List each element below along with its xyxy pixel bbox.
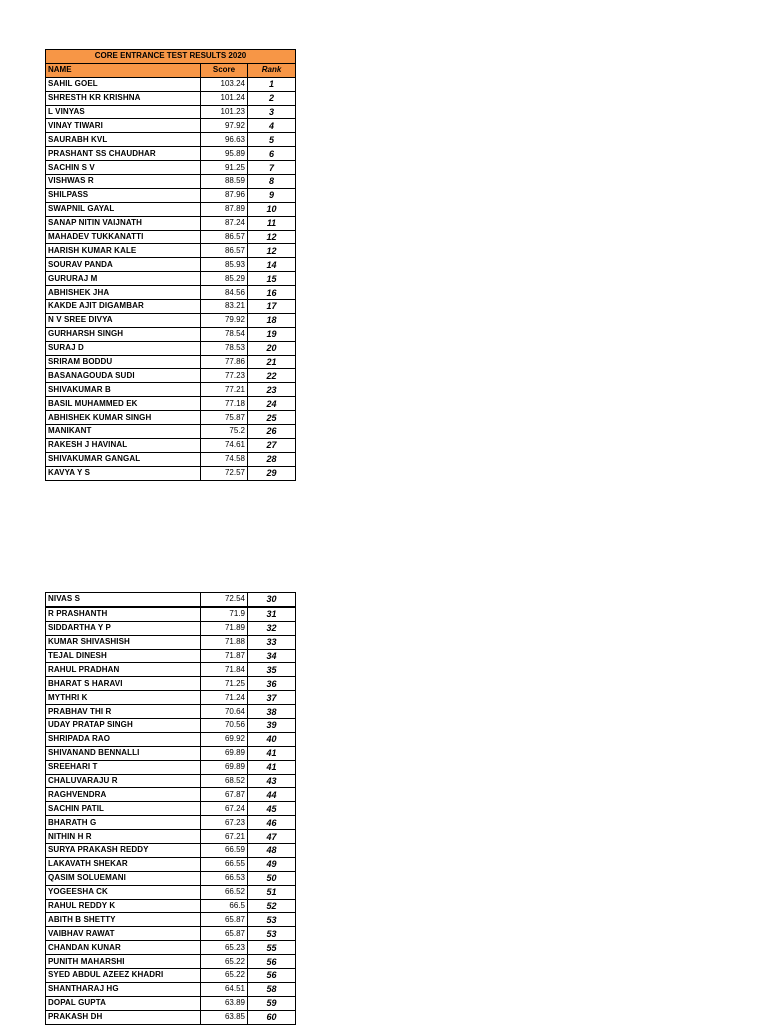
candidate-name: SACHIN PATIL	[46, 802, 201, 816]
table-row	[46, 286, 296, 300]
candidate-score: 67.23	[201, 816, 248, 830]
candidate-rank: 51	[248, 885, 296, 899]
candidate-score: 74.58	[201, 452, 248, 466]
candidate-name: VINAY TIWARI	[46, 119, 201, 133]
candidate-name: SRIRAM BODDU	[46, 355, 201, 369]
candidate-rank: 12	[248, 230, 296, 244]
candidate-rank: 2	[248, 91, 296, 105]
candidate-score: 65.22	[201, 969, 248, 983]
candidate-score: 87.96	[201, 188, 248, 202]
candidate-rank: 19	[248, 327, 296, 341]
table-row	[46, 230, 296, 244]
candidate-score: 67.24	[201, 802, 248, 816]
table-row	[46, 244, 296, 258]
candidate-rank: 39	[248, 719, 296, 733]
candidate-score: 97.92	[201, 119, 248, 133]
table-row	[46, 133, 296, 147]
candidate-rank: 53	[248, 913, 296, 927]
candidate-name: BASIL MUHAMMED EK	[46, 397, 201, 411]
candidate-name: SREEHARI T	[46, 760, 201, 774]
candidate-score: 87.24	[201, 216, 248, 230]
column-header-score: Score	[201, 63, 248, 77]
table-row	[46, 941, 296, 955]
candidate-rank: 27	[248, 438, 296, 452]
candidate-rank: 49	[248, 857, 296, 871]
candidate-name: RAHUL REDDY K	[46, 899, 201, 913]
candidate-name: RAGHVENDRA	[46, 788, 201, 802]
candidate-name: VAIBHAV RAWAT	[46, 927, 201, 941]
candidate-score: 74.61	[201, 438, 248, 452]
candidate-name: HARISH KUMAR KALE	[46, 244, 201, 258]
candidate-rank: 12	[248, 244, 296, 258]
candidate-name: SURYA PRAKASH REDDY	[46, 844, 201, 858]
candidate-score: 85.93	[201, 258, 248, 272]
table-row	[46, 621, 296, 635]
column-header-name: NAME	[46, 63, 201, 77]
candidate-name: SYED ABDUL AZEEZ KHADRI	[46, 969, 201, 983]
table-row	[46, 607, 296, 621]
candidate-name: BASANAGOUDA SUDI	[46, 369, 201, 383]
table-row	[46, 202, 296, 216]
candidate-name: PRASHANT SS CHAUDHAR	[46, 147, 201, 161]
table-row	[46, 355, 296, 369]
candidate-name: RAKESH J HAVINAL	[46, 438, 201, 452]
candidate-rank: 60	[248, 1010, 296, 1024]
candidate-name: YOGEESHA CK	[46, 885, 201, 899]
table-row	[46, 161, 296, 175]
candidate-name: SHRIPADA RAO	[46, 732, 201, 746]
table-row	[46, 982, 296, 996]
table-row	[46, 175, 296, 189]
results-table-1	[45, 49, 296, 481]
candidate-rank: 58	[248, 982, 296, 996]
candidate-score: 88.59	[201, 175, 248, 189]
candidate-score: 70.64	[201, 705, 248, 719]
candidate-score: 103.24	[201, 77, 248, 91]
table-row	[46, 927, 296, 941]
candidate-name: KAVYA Y S	[46, 466, 201, 480]
candidate-rank: 1	[248, 77, 296, 91]
table-row	[46, 147, 296, 161]
candidate-rank: 9	[248, 188, 296, 202]
candidate-name: BHARATH G	[46, 816, 201, 830]
candidate-name: PRAKASH DH	[46, 1010, 201, 1024]
table-row	[46, 300, 296, 314]
candidate-rank: 48	[248, 844, 296, 858]
table-row	[46, 313, 296, 327]
candidate-name: ABHISHEK JHA	[46, 286, 201, 300]
table-row	[46, 272, 296, 286]
candidate-rank: 41	[248, 760, 296, 774]
candidate-name: LAKAVATH SHEKAR	[46, 857, 201, 871]
table-row	[46, 677, 296, 691]
candidate-score: 67.21	[201, 830, 248, 844]
candidate-name: SHIVAKUMAR B	[46, 383, 201, 397]
table-row	[46, 411, 296, 425]
table-title: CORE ENTRANCE TEST RESULTS 2020	[46, 50, 296, 64]
candidate-rank: 22	[248, 369, 296, 383]
candidate-name: GURURAJ M	[46, 272, 201, 286]
table-row	[46, 452, 296, 466]
candidate-score: 85.29	[201, 272, 248, 286]
candidate-name: BHARAT S HARAVI	[46, 677, 201, 691]
table-row	[46, 397, 296, 411]
results-body-1	[46, 77, 296, 480]
candidate-name: SHANTHARAJ HG	[46, 982, 201, 996]
table-row	[46, 913, 296, 927]
candidate-name: ABITH B SHETTY	[46, 913, 201, 927]
candidate-name: GURHARSH SINGH	[46, 327, 201, 341]
title-row	[46, 50, 296, 64]
table-row	[46, 593, 296, 607]
candidate-rank: 11	[248, 216, 296, 230]
candidate-rank: 32	[248, 621, 296, 635]
candidate-name: NIVAS S	[46, 593, 201, 607]
candidate-score: 69.89	[201, 760, 248, 774]
table-row	[46, 719, 296, 733]
candidate-name: SOURAV PANDA	[46, 258, 201, 272]
table-row	[46, 188, 296, 202]
candidate-rank: 40	[248, 732, 296, 746]
candidate-name: DOPAL GUPTA	[46, 996, 201, 1010]
candidate-score: 86.57	[201, 230, 248, 244]
candidate-score: 77.18	[201, 397, 248, 411]
candidate-name: PUNITH MAHARSHI	[46, 955, 201, 969]
candidate-rank: 26	[248, 425, 296, 439]
candidate-rank: 38	[248, 705, 296, 719]
candidate-rank: 20	[248, 341, 296, 355]
candidate-rank: 30	[248, 593, 296, 607]
candidate-rank: 34	[248, 649, 296, 663]
candidate-rank: 4	[248, 119, 296, 133]
candidate-score: 66.53	[201, 871, 248, 885]
candidate-score: 69.92	[201, 732, 248, 746]
table-row	[46, 746, 296, 760]
candidate-score: 71.25	[201, 677, 248, 691]
candidate-score: 77.21	[201, 383, 248, 397]
candidate-rank: 44	[248, 788, 296, 802]
candidate-score: 71.84	[201, 663, 248, 677]
candidate-rank: 37	[248, 691, 296, 705]
candidate-name: QASIM SOLUEMANI	[46, 871, 201, 885]
candidate-score: 78.53	[201, 341, 248, 355]
candidate-name: MAHADEV TUKKANATTI	[46, 230, 201, 244]
table-row	[46, 425, 296, 439]
table-row	[46, 1010, 296, 1024]
table-row	[46, 885, 296, 899]
candidate-score: 75.2	[201, 425, 248, 439]
candidate-rank: 24	[248, 397, 296, 411]
candidate-score: 70.56	[201, 719, 248, 733]
candidate-rank: 18	[248, 313, 296, 327]
candidate-score: 65.87	[201, 913, 248, 927]
candidate-rank: 52	[248, 899, 296, 913]
candidate-rank: 8	[248, 175, 296, 189]
candidate-name: SAURABH KVL	[46, 133, 201, 147]
candidate-name: RAHUL PRADHAN	[46, 663, 201, 677]
candidate-name: TEJAL DINESH	[46, 649, 201, 663]
candidate-rank: 45	[248, 802, 296, 816]
candidate-rank: 15	[248, 272, 296, 286]
candidate-name: SWAPNIL GAYAL	[46, 202, 201, 216]
table-row	[46, 383, 296, 397]
table-row	[46, 691, 296, 705]
table-row	[46, 899, 296, 913]
table-row	[46, 830, 296, 844]
candidate-score: 63.89	[201, 996, 248, 1010]
table-row	[46, 438, 296, 452]
table-row	[46, 663, 296, 677]
candidate-score: 77.23	[201, 369, 248, 383]
candidate-name: R PRASHANTH	[46, 607, 201, 621]
candidate-score: 66.5	[201, 899, 248, 913]
candidate-score: 75.87	[201, 411, 248, 425]
candidate-name: SACHIN S V	[46, 161, 201, 175]
candidate-rank: 7	[248, 161, 296, 175]
table-row	[46, 258, 296, 272]
candidate-rank: 53	[248, 927, 296, 941]
candidate-score: 66.52	[201, 885, 248, 899]
candidate-rank: 5	[248, 133, 296, 147]
candidate-score: 96.63	[201, 133, 248, 147]
candidate-score: 84.56	[201, 286, 248, 300]
candidate-rank: 55	[248, 941, 296, 955]
candidate-score: 71.89	[201, 621, 248, 635]
candidate-score: 66.59	[201, 844, 248, 858]
candidate-rank: 25	[248, 411, 296, 425]
candidate-rank: 6	[248, 147, 296, 161]
candidate-name: PRABHAV THI R	[46, 705, 201, 719]
candidate-score: 66.55	[201, 857, 248, 871]
candidate-score: 65.22	[201, 955, 248, 969]
candidate-score: 71.9	[201, 607, 248, 621]
table-row	[46, 857, 296, 871]
table-row	[46, 119, 296, 133]
table-row	[46, 77, 296, 91]
table-row	[46, 466, 296, 480]
candidate-name: ABHISHEK KUMAR SINGH	[46, 411, 201, 425]
candidate-score: 71.88	[201, 635, 248, 649]
table-row	[46, 816, 296, 830]
candidate-name: SHIVANAND BENNALLI	[46, 746, 201, 760]
candidate-score: 95.89	[201, 147, 248, 161]
candidate-name: SHRESTH KR KRISHNA	[46, 91, 201, 105]
results-body-2	[46, 593, 296, 1025]
candidate-rank: 14	[248, 258, 296, 272]
candidate-rank: 59	[248, 996, 296, 1010]
candidate-name: SIDDARTHA Y P	[46, 621, 201, 635]
candidate-name: N V SREE DIVYA	[46, 313, 201, 327]
table-row	[46, 871, 296, 885]
candidate-name: SHILPASS	[46, 188, 201, 202]
table-row	[46, 802, 296, 816]
candidate-name: KAKDE AJIT DIGAMBAR	[46, 300, 201, 314]
candidate-score: 72.54	[201, 593, 248, 607]
candidate-rank: 41	[248, 746, 296, 760]
candidate-score: 71.87	[201, 649, 248, 663]
candidate-score: 77.86	[201, 355, 248, 369]
candidate-score: 83.21	[201, 300, 248, 314]
candidate-score: 101.23	[201, 105, 248, 119]
candidate-rank: 29	[248, 466, 296, 480]
candidate-rank: 47	[248, 830, 296, 844]
candidate-name: UDAY PRATAP SINGH	[46, 719, 201, 733]
table-row	[46, 327, 296, 341]
candidate-name: VISHWAS R	[46, 175, 201, 189]
candidate-score: 91.25	[201, 161, 248, 175]
table-row	[46, 955, 296, 969]
candidate-name: NITHIN H R	[46, 830, 201, 844]
candidate-score: 65.87	[201, 927, 248, 941]
candidate-score: 101.24	[201, 91, 248, 105]
candidate-rank: 33	[248, 635, 296, 649]
candidate-score: 67.87	[201, 788, 248, 802]
candidate-rank: 10	[248, 202, 296, 216]
table-row	[46, 969, 296, 983]
column-header-rank: Rank	[248, 63, 296, 77]
results-table-2	[45, 592, 296, 1025]
candidate-rank: 23	[248, 383, 296, 397]
table-row	[46, 635, 296, 649]
table-row	[46, 649, 296, 663]
candidate-score: 79.92	[201, 313, 248, 327]
candidate-name: SAHIL GOEL	[46, 77, 201, 91]
candidate-name: SURAJ D	[46, 341, 201, 355]
table-row	[46, 105, 296, 119]
table-row	[46, 705, 296, 719]
table-row	[46, 996, 296, 1010]
candidate-rank: 16	[248, 286, 296, 300]
candidate-score: 72.57	[201, 466, 248, 480]
candidate-rank: 36	[248, 677, 296, 691]
candidate-name: CHANDAN KUNAR	[46, 941, 201, 955]
candidate-rank: 56	[248, 955, 296, 969]
candidate-rank: 35	[248, 663, 296, 677]
candidate-name: SHIVAKUMAR GANGAL	[46, 452, 201, 466]
candidate-score: 71.24	[201, 691, 248, 705]
candidate-score: 69.89	[201, 746, 248, 760]
table-row	[46, 91, 296, 105]
candidate-name: KUMAR SHIVASHISH	[46, 635, 201, 649]
candidate-name: MYTHRI K	[46, 691, 201, 705]
table-row	[46, 216, 296, 230]
candidate-score: 68.52	[201, 774, 248, 788]
table-row	[46, 774, 296, 788]
candidate-score: 64.51	[201, 982, 248, 996]
table-row	[46, 732, 296, 746]
candidate-score: 78.54	[201, 327, 248, 341]
table-row	[46, 788, 296, 802]
candidate-rank: 56	[248, 969, 296, 983]
candidate-name: L VINYAS	[46, 105, 201, 119]
candidate-rank: 3	[248, 105, 296, 119]
candidate-name: CHALUVARAJU R	[46, 774, 201, 788]
candidate-score: 86.57	[201, 244, 248, 258]
candidate-score: 65.23	[201, 941, 248, 955]
candidate-rank: 21	[248, 355, 296, 369]
candidate-score: 63.85	[201, 1010, 248, 1024]
table-row	[46, 760, 296, 774]
table-row	[46, 369, 296, 383]
candidate-score: 87.89	[201, 202, 248, 216]
table-row	[46, 844, 296, 858]
candidate-rank: 28	[248, 452, 296, 466]
candidate-rank: 43	[248, 774, 296, 788]
table-row	[46, 341, 296, 355]
header-row	[46, 63, 296, 77]
candidate-rank: 50	[248, 871, 296, 885]
candidate-name: SANAP NITIN VAIJNATH	[46, 216, 201, 230]
candidate-rank: 17	[248, 300, 296, 314]
candidate-rank: 46	[248, 816, 296, 830]
candidate-name: MANIKANT	[46, 425, 201, 439]
candidate-rank: 31	[248, 607, 296, 621]
